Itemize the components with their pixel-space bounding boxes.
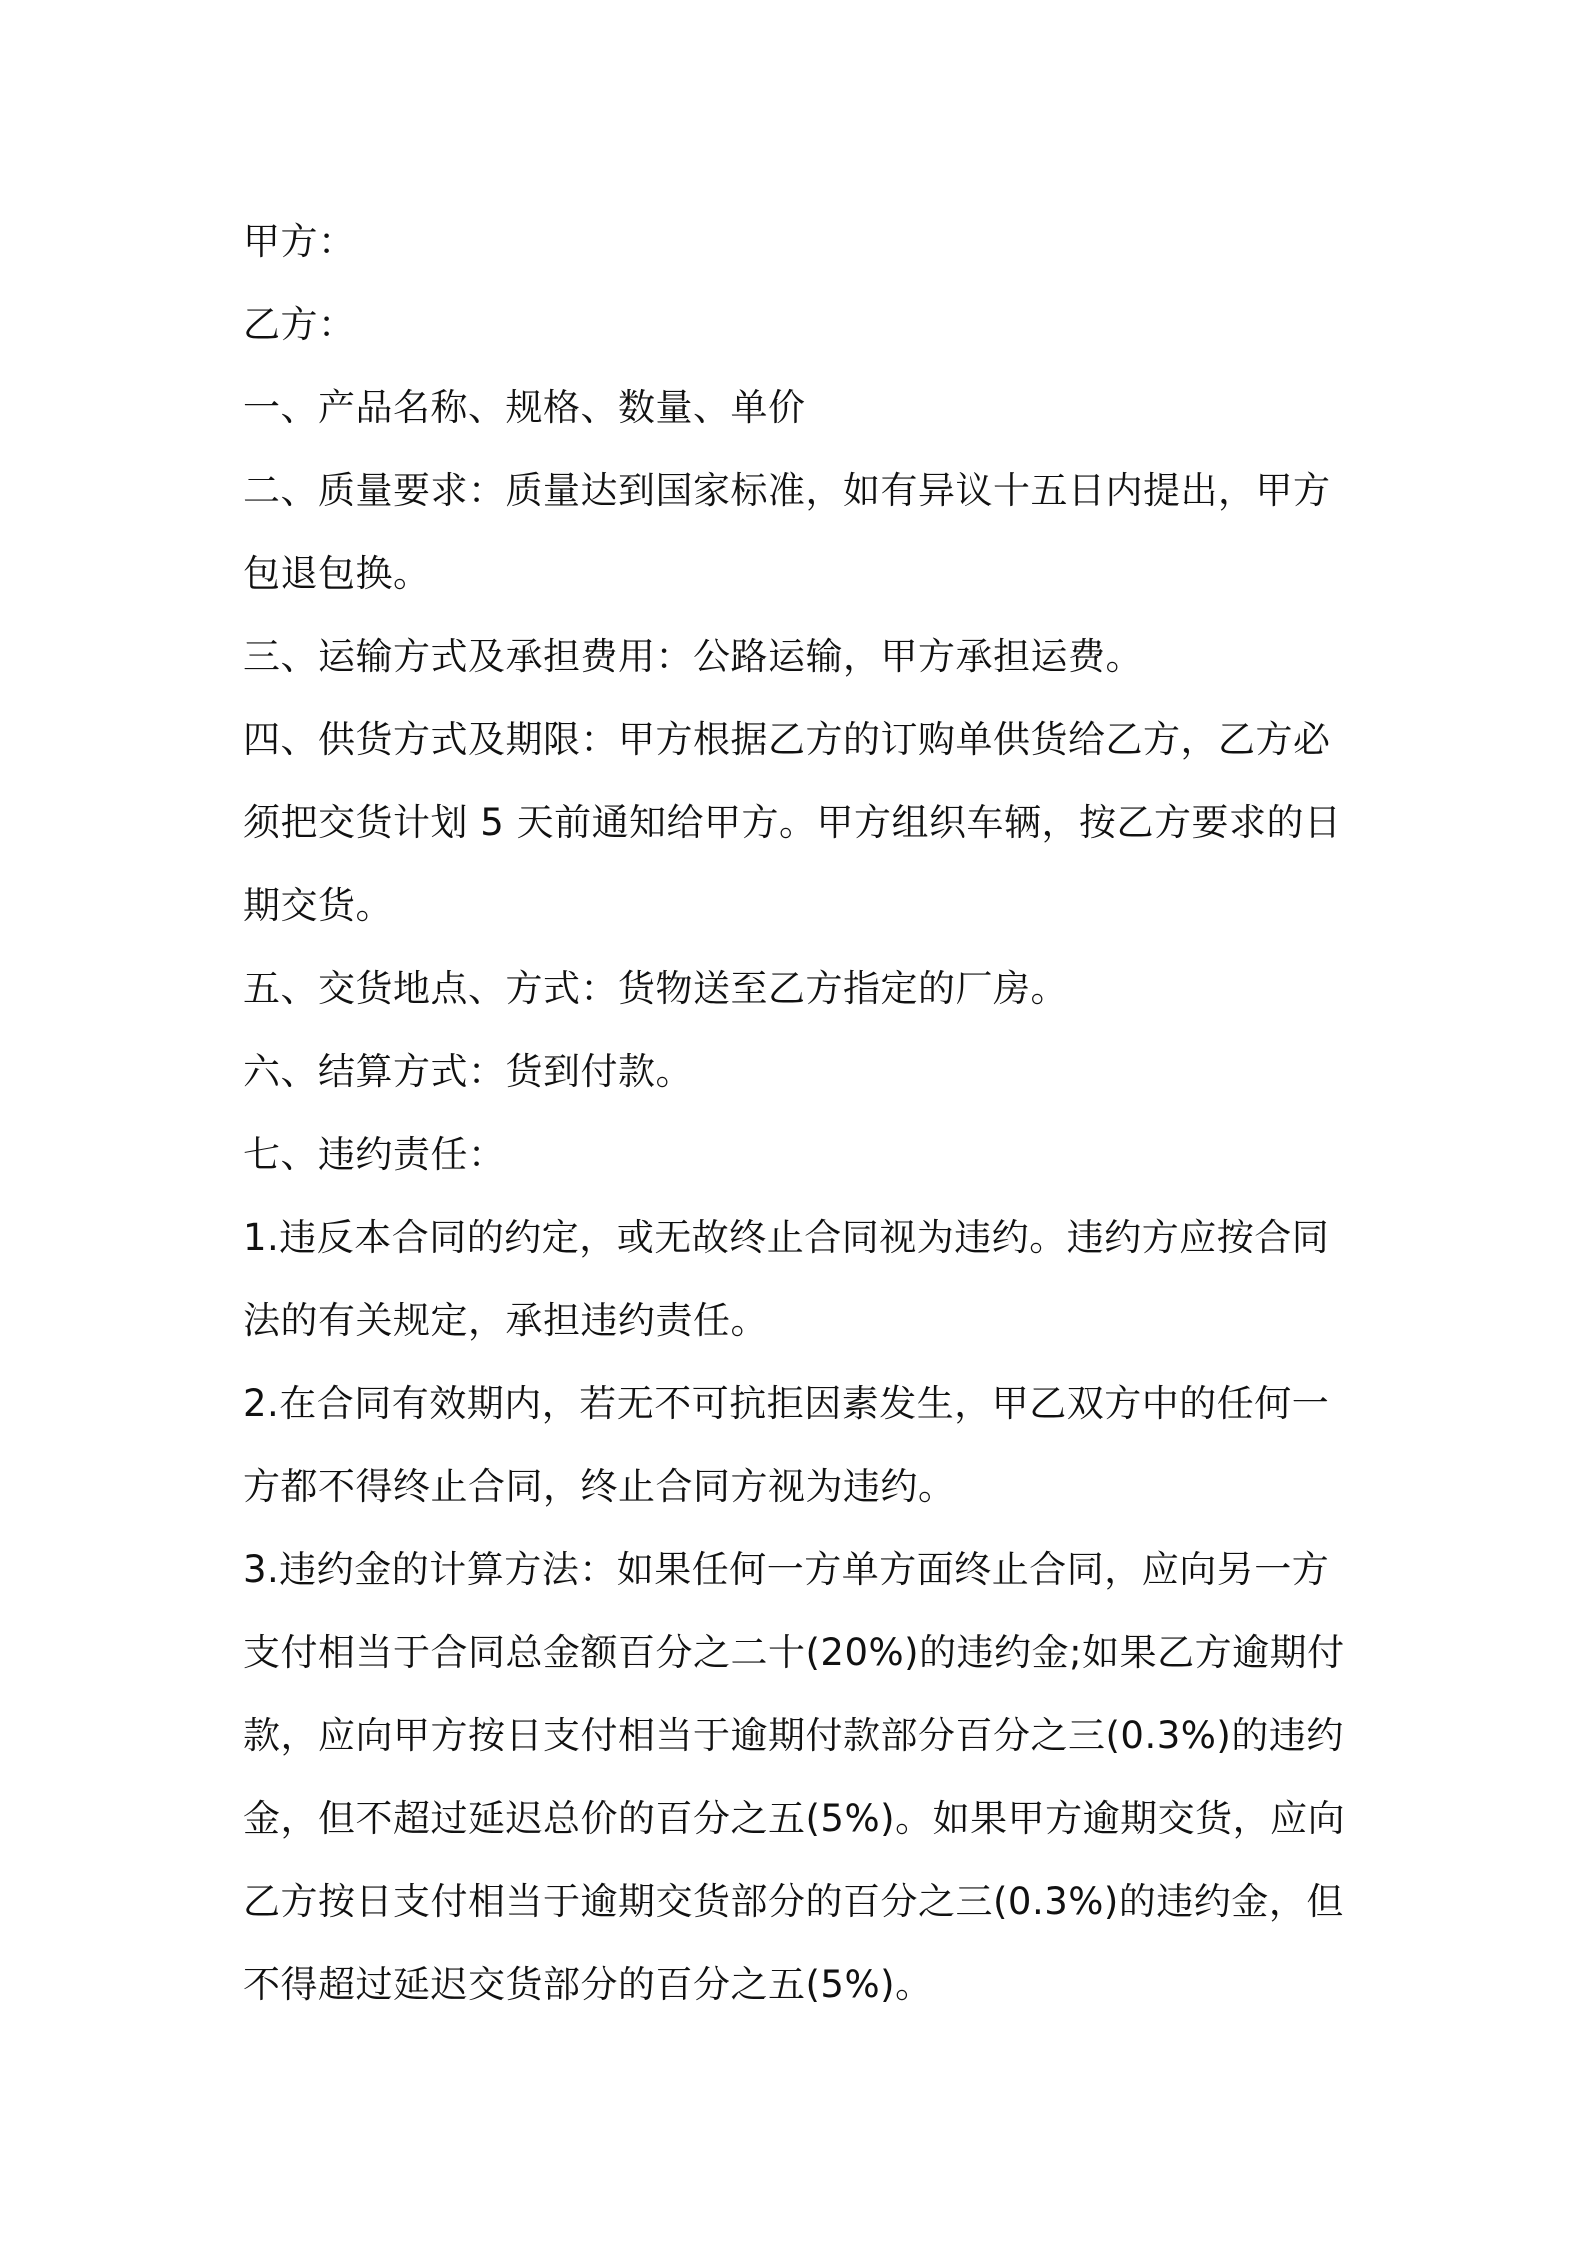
clause-7-liability-heading: 七、违约责任： bbox=[243, 1133, 506, 1176]
liability-item-1: 1.违反本合同的约定，或无故终止合同视为违约。违约方应按合同法的有关规定，承担违约责任。 bbox=[243, 1216, 1330, 1342]
contract-body bbox=[243, 200, 1361, 2026]
liability-item-3: 3.违约金的计算方法：如果任何一方单方面终止合同，应向另一方支付相当于合同总金额百分之二十(20%)的违约金;如果乙方逾期付款，应向甲方按日支付相当于逾期付款部分百分之三(0.3%)的违约金，但不超过延迟总价的百分之五(5%)。如果甲方逾期交货，应向乙方按日支付相当于逾期交货部分的百分之三(0.3%)的违约金，但不得超过延迟交货部分的百分之五(5%)。 bbox=[243, 1548, 1346, 2006]
clause-4-supply: 四、供货方式及期限：甲方根据乙方的订购单供货给乙方，乙方必须把交货计划 5 天前通知给甲方。甲方组织车辆，按乙方要求的日期交货。 bbox=[243, 718, 1342, 927]
clause-2-quality: 二、质量要求：质量达到国家标准，如有异议十五日内提出，甲方包退包换。 bbox=[243, 469, 1331, 595]
party-b-line: 乙方： bbox=[243, 303, 356, 346]
party-a-line: 甲方： bbox=[243, 220, 356, 263]
clause-6-settlement: 六、结算方式：货到付款。 bbox=[243, 1050, 693, 1093]
clause-3-transport: 三、运输方式及承担费用：公路运输，甲方承担运费。 bbox=[243, 635, 1143, 678]
clause-5-delivery: 五、交货地点、方式：货物送至乙方指定的厂房。 bbox=[243, 967, 1068, 1010]
liability-item-2: 2.在合同有效期内，若无不可抗拒因素发生，甲乙双方中的任何一方都不得终止合同，终止合同方视为违约。 bbox=[243, 1382, 1330, 1508]
clause-1-product: 一、产品名称、规格、数量、单价 bbox=[243, 386, 806, 429]
